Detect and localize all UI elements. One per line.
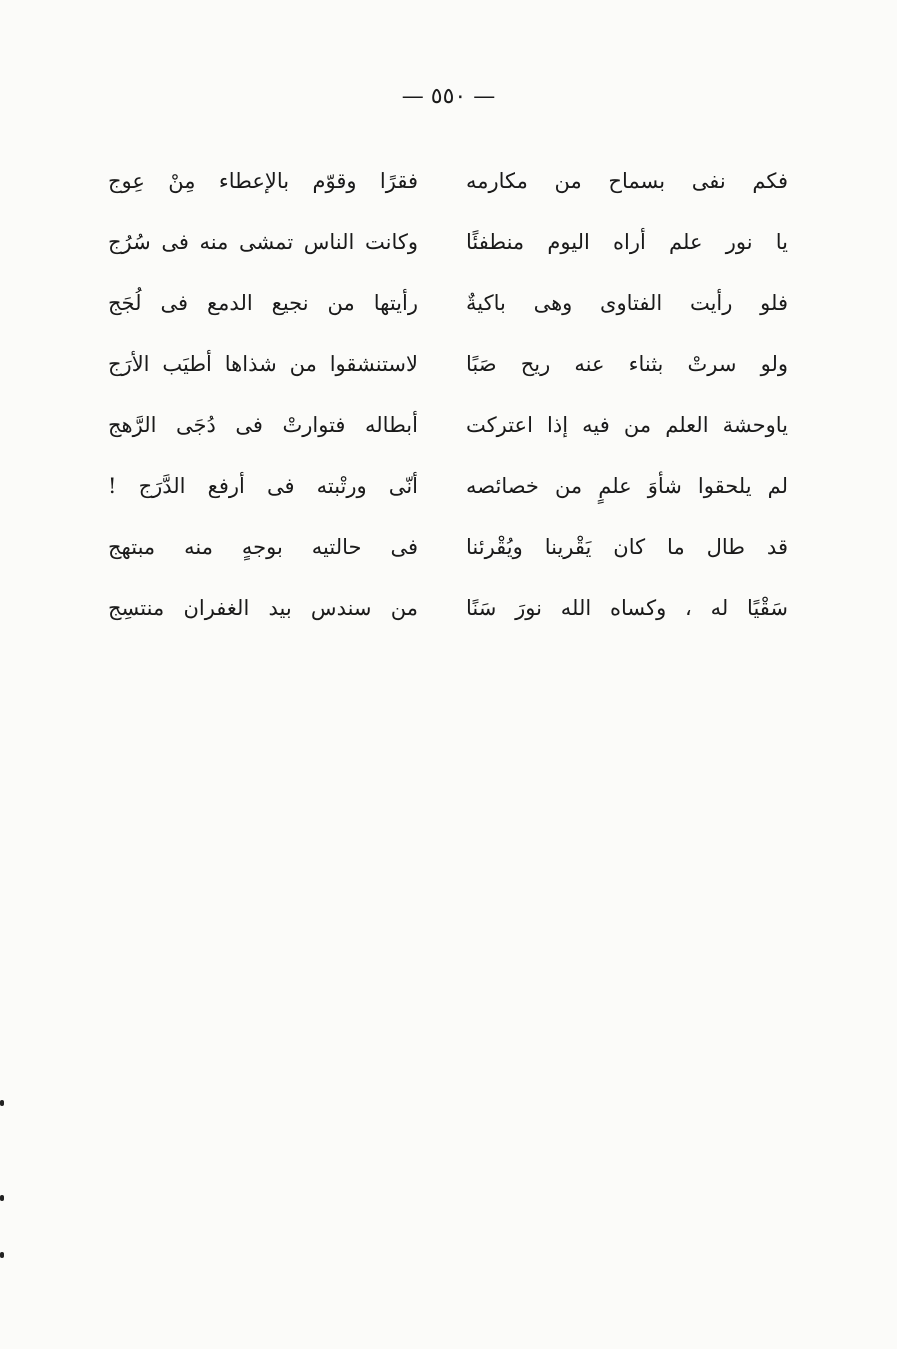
verse-first-hemistich: قد طال ما كان يَقْرينا ويُقْرئنا xyxy=(466,534,788,559)
verse-second-hemistich: أبطاله فتوارتْ فى دُجَى الرَّهج xyxy=(108,412,418,437)
verse-first-hemistich: فلو رأيت الفتاوى وهى باكيةٌ xyxy=(466,290,788,315)
poem-verse xyxy=(108,394,788,455)
verse-first-hemistich: ولو سرتْ بثناء عنه ريح صَبًا xyxy=(466,351,788,376)
page-number: — ٥٥٠ — xyxy=(401,84,496,109)
scan-margin-mark xyxy=(0,1195,4,1201)
poem-verse xyxy=(108,577,788,638)
verse-first-hemistich: سَقْيًا له ، وكساه الله نورَ سَنًا xyxy=(466,595,788,620)
verse-first-hemistich: ياوحشة العلم من فيه إذا اعتركت xyxy=(466,412,788,437)
poem-verse xyxy=(108,272,788,333)
poem-verse xyxy=(108,516,788,577)
poem-verse xyxy=(108,333,788,394)
verse-second-hemistich: فقرًا وقوّم بالإعطاء مِنْ عِوج xyxy=(108,168,418,193)
poem-verse xyxy=(108,455,788,516)
verse-second-hemistich: فى حالتيه بوجهٍ منه مبتهج xyxy=(108,534,418,559)
verse-first-hemistich: لم يلحقوا شأوَ علمٍ من خصائصه xyxy=(466,473,788,498)
verse-second-hemistich: من سندس بيد الغفران منتسِج xyxy=(108,595,418,620)
scan-margin-mark xyxy=(0,1252,4,1258)
verse-second-hemistich: أنّى ورتْبته فى أرفع الدَّرَج ! xyxy=(108,473,418,498)
poem-verse xyxy=(108,211,788,272)
verse-first-hemistich: يا نور علم أراه اليوم منطفئًا xyxy=(466,229,788,254)
scan-margin-mark xyxy=(0,1100,4,1106)
poem-verse xyxy=(108,150,788,211)
verse-second-hemistich: لاستنشقوا من شذاها أطيَب الأرَج xyxy=(108,351,418,376)
verse-second-hemistich: وكانت الناس تمشى منه فى سُرُج xyxy=(108,229,418,254)
verse-first-hemistich: فكم نفى بسماح من مكارمه xyxy=(466,168,788,193)
poem xyxy=(108,150,788,638)
verse-second-hemistich: رأيتها من نجيع الدمع فى لُجَج xyxy=(108,290,418,315)
